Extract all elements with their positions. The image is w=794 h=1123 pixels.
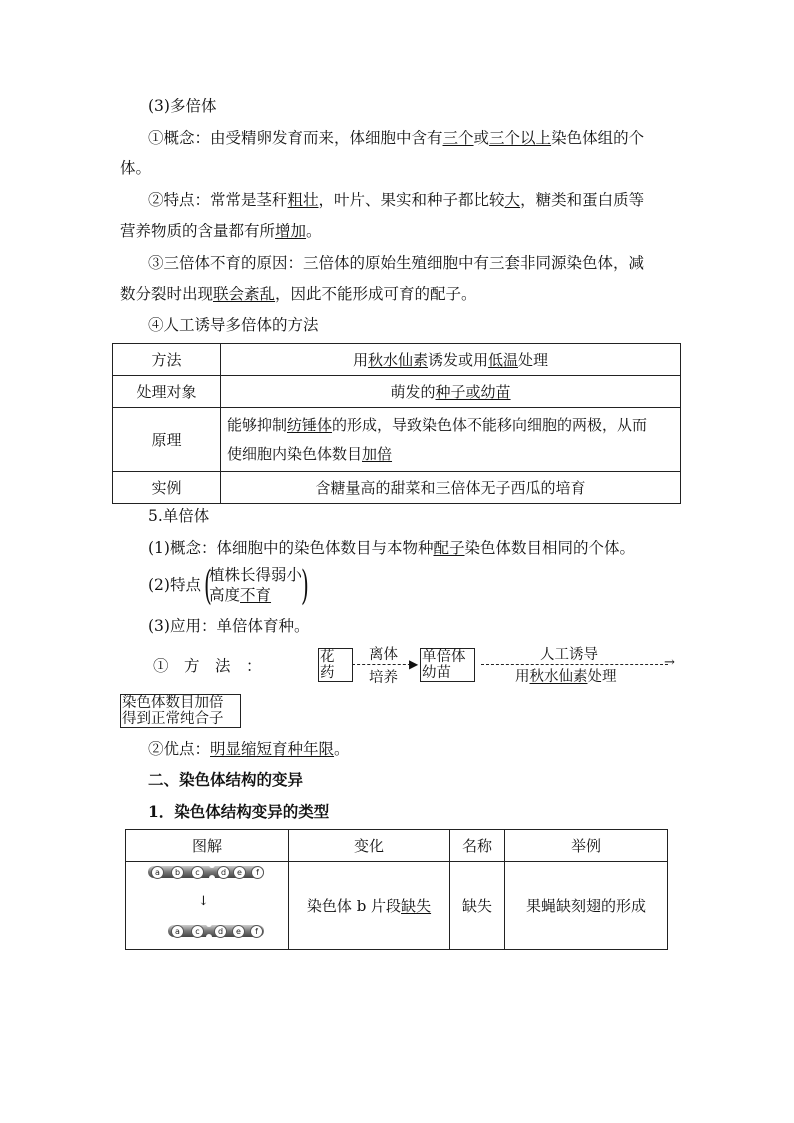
part2-subtitle: 1．染色体结构变异的类型	[148, 802, 330, 821]
gene-marker-f: f	[250, 925, 263, 938]
key-term: 纺锤体	[287, 415, 333, 434]
table-row	[113, 408, 681, 472]
row-value	[221, 376, 681, 408]
haploid-application: (3)应用：单倍体育种。	[148, 617, 310, 635]
open-brace: (	[204, 561, 212, 609]
gene-marker-c: c	[191, 866, 204, 879]
gene-marker-c: c	[191, 925, 204, 938]
gene-marker-d: d	[217, 866, 230, 879]
column-header: 变化	[289, 830, 450, 862]
key-term: 缺失	[401, 897, 432, 915]
table-row	[113, 376, 681, 408]
haploid-feature-label: (2)特点	[148, 576, 201, 594]
centromere	[206, 934, 212, 940]
key-term: 加倍	[362, 444, 393, 463]
haploid-concept	[148, 538, 635, 558]
text-segment: ，糖类和蛋白质等	[520, 191, 645, 209]
haploid-feature-2	[209, 585, 271, 605]
induction-method-title: ④人工诱导多倍体的方法	[148, 316, 319, 334]
polyploid-feature-line1	[148, 190, 644, 210]
key-term: 三个	[442, 129, 474, 147]
row-label: 方法	[113, 344, 221, 376]
chromosome-before	[148, 866, 264, 878]
key-term: 增加	[275, 222, 307, 240]
haploid-advantage	[148, 739, 350, 759]
row-label: 实例	[113, 472, 221, 504]
text-segment: 萌发的	[390, 383, 436, 401]
close-brace: )	[301, 561, 309, 609]
key-term: 秋水仙素	[367, 351, 428, 369]
centromere	[206, 921, 212, 927]
text-segment: 。	[306, 222, 322, 240]
section-title-haploid: 5.单倍体	[148, 507, 210, 525]
key-term: 种子或幼苗	[435, 383, 511, 401]
gene-marker-a: a	[171, 925, 184, 938]
induction-method-table	[112, 343, 681, 504]
name-cell: 缺失	[450, 862, 505, 950]
key-term: 明显缩短育种年限	[210, 740, 335, 758]
key-term: 不育	[240, 586, 272, 604]
text-segment: 营养物质的含量都有所	[120, 222, 276, 240]
text-segment: 诱发或用	[427, 351, 488, 369]
polyploid-concept-line2: 体。	[120, 159, 152, 177]
centromere	[209, 875, 215, 881]
haploid-feature-1: 植株长得弱小	[209, 566, 303, 584]
text-segment: 的形成，导致染色体不能移向细胞的两极，从而	[332, 415, 648, 434]
row-value: 含糖量高的甜菜和三倍体无子西瓜的培育	[221, 472, 681, 504]
arrow-label-top: 离体	[369, 647, 398, 663]
table-row	[113, 344, 681, 376]
method-label: ① 方 法 ：	[153, 657, 262, 675]
key-term: 秋水仙素	[529, 669, 588, 685]
polyploid-concept-line1	[148, 128, 644, 148]
box-line: 染色体数目加倍	[122, 695, 224, 711]
box-line: 幼苗	[422, 665, 451, 681]
column-header: 举例	[505, 830, 668, 862]
text-segment: 或	[473, 129, 490, 147]
row-label: 原理	[113, 408, 221, 472]
text-segment: 处理	[518, 351, 549, 369]
section-title-polyploid: (3)多倍体	[148, 97, 217, 115]
gene-marker-a: a	[151, 866, 164, 879]
polyploid-feature-line2	[120, 221, 322, 241]
example-cell: 果蝇缺刻翅的形成	[505, 862, 668, 950]
box-line: 药	[320, 665, 335, 681]
arrow-label-top: 人工诱导	[540, 647, 598, 663]
text-segment: ②特点：常常是茎秆	[148, 191, 288, 209]
result-box	[120, 694, 241, 728]
text-segment: 。	[334, 740, 350, 758]
text-segment: ②优点：	[148, 740, 211, 758]
box-line: 得到正常纯合子	[122, 711, 224, 727]
text-segment: 能够抑制	[227, 415, 288, 434]
text-segment: ①概念：由受精卵发育而来，体细胞中含有	[148, 129, 443, 147]
change-cell	[289, 862, 450, 950]
text-segment: 用	[352, 351, 368, 369]
key-term: 联会紊乱	[213, 285, 276, 303]
anther-box	[318, 648, 353, 682]
key-term: 三个以上	[489, 129, 552, 147]
key-term: 大	[504, 191, 521, 209]
text-segment: 高度	[209, 586, 241, 604]
arrow-label-bottom	[515, 667, 617, 687]
row-label: 处理对象	[113, 376, 221, 408]
gene-marker-d: d	[214, 925, 227, 938]
text-segment: 染色体 b 片段	[306, 897, 402, 915]
key-term: 配子	[433, 539, 465, 557]
arrow-head-icon: →	[664, 655, 675, 670]
key-term: 低温	[488, 351, 519, 369]
text-segment: 数分裂时出现	[120, 285, 214, 303]
haploid-seedling-box	[420, 648, 475, 682]
part2-title: 二、染色体结构的变异	[148, 770, 304, 789]
gene-marker-b: b	[171, 866, 184, 879]
key-term: 粗壮	[287, 191, 319, 209]
table-header-row	[126, 830, 668, 862]
text-segment: (1)概念：体细胞中的染色体数目与本物种	[148, 539, 434, 557]
text-segment: ，叶片、果实和种子都比较	[318, 191, 505, 209]
column-header: 名称	[450, 830, 505, 862]
row-value	[221, 344, 681, 376]
gene-marker-f: f	[251, 866, 264, 879]
text-segment: ，因此不能形成可育的配子。	[275, 285, 477, 303]
text-segment: 染色体组的个	[551, 129, 645, 147]
box-line: 花	[320, 649, 335, 665]
centromere	[209, 862, 215, 868]
text-segment: 染色体数目相同的个体。	[464, 539, 635, 557]
text-segment: 用	[515, 669, 530, 685]
gene-marker-e: e	[233, 866, 246, 879]
text-segment: 使细胞内染色体数目	[227, 444, 363, 463]
arrow-head-icon: ▶	[409, 657, 419, 671]
row-value	[221, 408, 681, 472]
down-arrow-icon: ↓	[198, 894, 209, 909]
column-header: 图解	[126, 830, 289, 862]
text-segment: 处理	[587, 669, 617, 685]
triploid-sterility-line2	[120, 284, 477, 304]
triploid-sterility-line1: ③三倍体不育的原因：三倍体的原始生殖细胞中有三套非同源染色体，减	[148, 254, 645, 272]
gene-marker-e: e	[232, 925, 245, 938]
arrow-label-bottom: 培养	[369, 670, 398, 686]
box-line: 单倍体	[422, 649, 466, 665]
table-row	[113, 472, 681, 504]
